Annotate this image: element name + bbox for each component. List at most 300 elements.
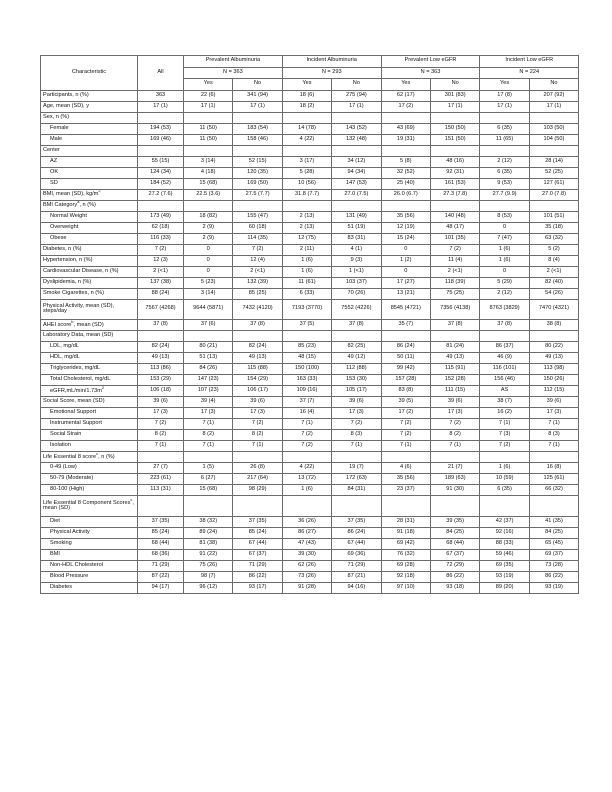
table-cell: 2 (13) <box>282 211 331 222</box>
table-cell: 12 (4) <box>233 255 282 266</box>
row-label <box>41 419 138 430</box>
table-cell: 113 (86) <box>138 364 184 375</box>
table-cell: 11 (4) <box>430 255 479 266</box>
table-cell: 6 (35) <box>480 167 529 178</box>
row-label-text: Blood Pressure <box>50 572 89 579</box>
table-cell: 103 (50) <box>529 123 578 134</box>
table-cell <box>430 452 479 463</box>
table-cell: 12 (3) <box>138 255 184 266</box>
table-cell <box>184 145 233 156</box>
table-cell: 86 (22) <box>529 571 578 582</box>
table-cell: 113 (98) <box>529 364 578 375</box>
row-label <box>41 342 138 353</box>
row-label-text: Isolation <box>50 442 71 449</box>
table-cell: 101 (35) <box>430 233 479 244</box>
table-cell <box>480 112 529 123</box>
table-row <box>41 101 579 112</box>
row-label-text: Participants, n (%) <box>43 91 89 98</box>
row-label-text: OK <box>50 168 59 175</box>
table-cell: 155 (47) <box>233 211 282 222</box>
header-all: All <box>138 56 184 91</box>
table-row <box>41 571 579 582</box>
table-cell <box>480 331 529 342</box>
row-label <box>41 441 138 452</box>
table-cell: 207 (92) <box>529 90 578 101</box>
table-cell: 9644 (5871) <box>184 299 233 320</box>
table-cell: 63 (32) <box>529 233 578 244</box>
table-cell <box>184 496 233 517</box>
table-cell: 17 (8) <box>480 90 529 101</box>
table-cell: 7552 (4226) <box>332 299 381 320</box>
table-cell: 6 (27) <box>184 474 233 485</box>
table-cell: 7193 (3770) <box>282 299 331 320</box>
table-cell <box>332 112 381 123</box>
table-row <box>41 441 579 452</box>
table-cell: 1 (<1) <box>332 266 381 277</box>
table-row <box>41 549 579 560</box>
table-cell: 169 (50) <box>233 178 282 189</box>
table-cell: 37 (8) <box>430 320 479 331</box>
table-cell: 37 (6) <box>184 320 233 331</box>
table-cell: 5 (8) <box>381 156 430 167</box>
table-row <box>41 474 579 485</box>
table-cell: 2 (<1) <box>430 266 479 277</box>
table-cell: 25 (40) <box>381 178 430 189</box>
table-cell: 7 (2) <box>138 419 184 430</box>
row-label-text: Female <box>50 124 69 131</box>
table-row <box>41 255 579 266</box>
table-cell: 39 (35) <box>430 516 479 527</box>
row-label-text: 80-100 (High) <box>50 486 85 493</box>
row-label <box>41 320 138 331</box>
row-label-text: 0-49 (Low) <box>50 464 77 471</box>
table-cell: 132 (39) <box>233 277 282 288</box>
table-cell: 132 (48) <box>332 134 381 145</box>
table-cell <box>233 112 282 123</box>
table-cell: 11 (50) <box>184 134 233 145</box>
table-cell <box>282 452 331 463</box>
header-yes: Yes <box>480 79 529 91</box>
row-label <box>41 485 138 496</box>
row-label <box>41 549 138 560</box>
table-cell: 68 (36) <box>138 549 184 560</box>
table-cell <box>480 200 529 211</box>
header-n-prevalent-albuminuria: N = 363 <box>184 67 283 79</box>
table-row <box>41 582 579 593</box>
table-cell: 8 (3) <box>332 430 381 441</box>
table-cell: 96 (12) <box>184 582 233 593</box>
row-label <box>41 222 138 233</box>
table-cell: 223 (61) <box>138 474 184 485</box>
table-cell: 65 (45) <box>529 538 578 549</box>
table-cell <box>381 331 430 342</box>
table-cell: 4 (22) <box>282 134 331 145</box>
table-cell: 147 (23) <box>184 375 233 386</box>
table-cell: 7432 (4120) <box>233 299 282 320</box>
table-cell: 341 (94) <box>233 90 282 101</box>
table-cell: 6 (33) <box>282 288 331 299</box>
table-cell: 17 (1) <box>138 101 184 112</box>
table-cell: 38 (32) <box>184 516 233 527</box>
table-cell: 41 (35) <box>529 516 578 527</box>
header-no: No <box>332 79 381 91</box>
table-cell: 109 (16) <box>282 386 331 397</box>
table-cell: 7 (1) <box>480 419 529 430</box>
row-label <box>41 430 138 441</box>
table-cell: 106 (18) <box>138 386 184 397</box>
table-cell: 8 (3) <box>529 430 578 441</box>
table-cell: 39 (6) <box>138 397 184 408</box>
row-label-text: AHEI score <box>43 321 72 328</box>
table-row <box>41 211 579 222</box>
table-cell: 85 (24) <box>233 527 282 538</box>
table-cell: 173 (49) <box>138 211 184 222</box>
table-cell: 116 (101) <box>480 364 529 375</box>
table-cell <box>480 496 529 517</box>
table-cell <box>381 200 430 211</box>
table-row <box>41 538 579 549</box>
table-cell: 7 (1) <box>138 441 184 452</box>
table-cell: 55 (15) <box>138 156 184 167</box>
table-cell: 93 (18) <box>430 582 479 593</box>
table-cell: 6 (35) <box>480 485 529 496</box>
table-cell: 7356 (4138) <box>430 299 479 320</box>
table-row <box>41 145 579 156</box>
table-cell: 82 (24) <box>138 342 184 353</box>
table-cell <box>233 145 282 156</box>
table-cell: 301 (83) <box>430 90 479 101</box>
table-cell: 62 (18) <box>138 222 184 233</box>
table-cell: 363 <box>138 90 184 101</box>
row-label-text: Physical Activity <box>50 528 90 535</box>
table-cell: 151 (50) <box>430 134 479 145</box>
table-cell <box>430 496 479 517</box>
table-cell: 91 (30) <box>430 485 479 496</box>
table-cell: 85 (25) <box>233 288 282 299</box>
table-cell: 68 (44) <box>430 538 479 549</box>
table-cell: 112 (88) <box>332 364 381 375</box>
table-cell: 92 (18) <box>381 571 430 582</box>
table-cell: 27.0 (7.8) <box>529 189 578 200</box>
table-cell: 91 (22) <box>184 549 233 560</box>
table-cell: 112 (15) <box>529 386 578 397</box>
table-cell: 62 (17) <box>381 90 430 101</box>
row-label-text: Center <box>43 146 60 153</box>
table-cell <box>430 112 479 123</box>
table-cell: 92 (31) <box>430 167 479 178</box>
table-cell: 7 (2) <box>430 244 479 255</box>
table-cell: 26.0 (6.7) <box>381 189 430 200</box>
table-cell: 71 (29) <box>138 560 184 571</box>
table-cell: 1 (6) <box>480 463 529 474</box>
row-label-text: Obese <box>50 234 67 241</box>
table-cell: 0 <box>381 266 430 277</box>
row-label-text: Laboratory Data, mean (SD) <box>43 332 114 339</box>
table-cell: 85 (23) <box>282 342 331 353</box>
table-cell: 104 (50) <box>529 134 578 145</box>
table-cell: 32 (52) <box>381 167 430 178</box>
table-cell: 7 (2) <box>233 244 282 255</box>
table-cell: 147 (53) <box>332 178 381 189</box>
row-label-text: Life Essential 8 score <box>43 453 97 460</box>
table-cell: 82 (25) <box>332 342 381 353</box>
row-label <box>41 156 138 167</box>
table-cell: 7470 (4321) <box>529 299 578 320</box>
row-label-text: SD <box>50 179 58 186</box>
table-cell: 89 (24) <box>184 527 233 538</box>
table-cell: 5 (28) <box>282 167 331 178</box>
table-cell: 127 (61) <box>529 178 578 189</box>
table-cell: 17 (2) <box>381 408 430 419</box>
table-cell: 2 (9) <box>184 222 233 233</box>
row-label-suffix: , n (%) <box>79 202 96 209</box>
table-cell: 84 (31) <box>332 485 381 496</box>
header-no: No <box>430 79 479 91</box>
table-cell: 7 (2) <box>282 430 331 441</box>
row-label <box>41 101 138 112</box>
table-cell: 275 (94) <box>332 90 381 101</box>
table-cell: 118 (39) <box>430 277 479 288</box>
table-cell: 17 (1) <box>480 101 529 112</box>
table-cell: 27.3 (7.8) <box>430 189 479 200</box>
table-cell: 169 (46) <box>138 134 184 145</box>
row-label <box>41 496 138 517</box>
table-row <box>41 430 579 441</box>
table-cell <box>282 200 331 211</box>
row-label-text: eGFR,mL/min/1.73m <box>50 387 102 394</box>
table-cell: 106 (17) <box>233 386 282 397</box>
row-label <box>41 167 138 178</box>
table-cell: 49 (13) <box>430 353 479 364</box>
table-cell: 88 (24) <box>138 288 184 299</box>
table-cell: 86 (27) <box>282 527 331 538</box>
table-cell: 1 (2) <box>381 255 430 266</box>
table-cell: 7 (1) <box>233 441 282 452</box>
table-cell: 23 (37) <box>381 485 430 496</box>
header-yes: Yes <box>184 79 233 91</box>
table-cell: 59 (46) <box>480 549 529 560</box>
row-label <box>41 527 138 538</box>
row-label <box>41 123 138 134</box>
table-cell: 37 (8) <box>480 320 529 331</box>
table-cell: 52 (15) <box>233 156 282 167</box>
table-cell: 48 (15) <box>282 353 331 364</box>
table-cell: 93 (19) <box>480 571 529 582</box>
table-cell: 194 (53) <box>138 123 184 134</box>
table-cell: 19 (7) <box>332 463 381 474</box>
table-cell: 38 (7) <box>480 397 529 408</box>
table-cell: 116 (33) <box>138 233 184 244</box>
row-label-text: BMI Category <box>43 202 78 209</box>
header-no: No <box>529 79 578 91</box>
table-cell: 85 (24) <box>138 527 184 538</box>
table-cell: 114 (35) <box>233 233 282 244</box>
table-cell <box>233 331 282 342</box>
table-cell: 6 (35) <box>480 123 529 134</box>
table-row <box>41 353 579 364</box>
table-row <box>41 342 579 353</box>
table-cell: 7 (1) <box>381 441 430 452</box>
row-label-text: Social Strain <box>50 431 82 438</box>
table-cell <box>529 452 578 463</box>
table-cell: 7 (1) <box>529 419 578 430</box>
table-row <box>41 331 579 342</box>
table-cell: 67 (44) <box>332 538 381 549</box>
table-cell: 67 (37) <box>233 549 282 560</box>
table-cell: 39 (6) <box>430 397 479 408</box>
row-label-text: Cardiovascular Disease, n (%) <box>43 267 119 274</box>
header-n-prevalent-low-egfr: N = 363 <box>381 67 480 79</box>
header-group-prevalent-albuminuria: Prevalent Albuminuria <box>184 56 283 68</box>
table-cell <box>138 200 184 211</box>
row-label <box>41 178 138 189</box>
table-cell: 75 (25) <box>430 288 479 299</box>
row-label <box>41 244 138 255</box>
row-label <box>41 571 138 582</box>
table-cell: 37 (8) <box>233 320 282 331</box>
table-cell <box>381 145 430 156</box>
row-label-text: Smoking <box>50 539 72 546</box>
table-cell: 124 (34) <box>138 167 184 178</box>
table-cell: 11 (61) <box>282 277 331 288</box>
row-label <box>41 397 138 408</box>
table-cell: 17 (1) <box>529 101 578 112</box>
table-cell: 103 (37) <box>332 277 381 288</box>
row-label <box>41 353 138 364</box>
table-cell: 9 (53) <box>480 178 529 189</box>
table-cell: 60 (18) <box>233 222 282 233</box>
table-row <box>41 277 579 288</box>
table-cell: 154 (29) <box>233 375 282 386</box>
table-cell: 2 (12) <box>480 288 529 299</box>
table-cell: 34 (12) <box>332 156 381 167</box>
row-label-text: Emotional Support <box>50 409 97 416</box>
table-cell: 12 (19) <box>381 222 430 233</box>
table-cell <box>282 496 331 517</box>
table-cell: 87 (21) <box>332 571 381 582</box>
table-cell <box>480 452 529 463</box>
table-cell: 120 (35) <box>233 167 282 178</box>
table-cell: 7 (2) <box>332 419 381 430</box>
table-cell: 69 (42) <box>381 538 430 549</box>
header-yes: Yes <box>282 79 331 91</box>
table-cell: 10 (59) <box>480 474 529 485</box>
table-cell: 49 (13) <box>233 353 282 364</box>
table-cell: 52 (25) <box>529 167 578 178</box>
table-cell: 83 (31) <box>332 233 381 244</box>
table-cell: 27.2 (7.6) <box>138 189 184 200</box>
table-cell: 38 (8) <box>529 320 578 331</box>
table-cell: 7 (2) <box>381 419 430 430</box>
table-cell: 3 (17) <box>282 156 331 167</box>
table-cell: 89 (20) <box>480 582 529 593</box>
table-cell: 39 (6) <box>332 397 381 408</box>
row-label <box>41 516 138 527</box>
table-row <box>41 452 579 463</box>
table-cell: 28 (14) <box>529 156 578 167</box>
table-cell <box>138 452 184 463</box>
table-cell: 72 (29) <box>430 560 479 571</box>
table-cell: 11 (65) <box>480 134 529 145</box>
table-cell: AS <box>480 386 529 397</box>
table-cell: 8 (2) <box>430 430 479 441</box>
table-cell: 2 (9) <box>184 233 233 244</box>
table-cell: 7567 (4268) <box>138 299 184 320</box>
table-cell: 71 (29) <box>233 560 282 571</box>
table-cell: 50 (11) <box>381 353 430 364</box>
table-cell: 153 (30) <box>332 375 381 386</box>
row-label <box>41 386 138 397</box>
table-cell: 17 (3) <box>184 408 233 419</box>
table-cell: 152 (28) <box>430 375 479 386</box>
table-cell: 2 (11) <box>282 244 331 255</box>
row-label-text: Diet <box>50 517 60 524</box>
row-label <box>41 408 138 419</box>
table-cell: 76 (32) <box>381 549 430 560</box>
table-cell: 68 (44) <box>138 538 184 549</box>
table-cell: 3 (14) <box>184 288 233 299</box>
table-cell: 31.8 (7.7) <box>282 189 331 200</box>
table-cell: 51 (19) <box>332 222 381 233</box>
table-row <box>41 485 579 496</box>
table-cell: 49 (13) <box>138 353 184 364</box>
table-cell: 91 (28) <box>282 582 331 593</box>
footnote-marker: a <box>77 200 80 205</box>
table-cell: 7 (1) <box>184 441 233 452</box>
header-no: No <box>233 79 282 91</box>
table-row <box>41 419 579 430</box>
table-cell: 94 (16) <box>332 582 381 593</box>
table-cell: 39 (5) <box>381 397 430 408</box>
table-cell: 98 (29) <box>233 485 282 496</box>
row-label <box>41 145 138 156</box>
table-cell: 42 (37) <box>480 516 529 527</box>
table-cell: 27.0 (7.5) <box>332 189 381 200</box>
table-cell: 7 (2) <box>480 441 529 452</box>
table-cell: 7 (2) <box>430 419 479 430</box>
table-cell: 80 (21) <box>184 342 233 353</box>
table-row <box>41 156 579 167</box>
row-label-text: BMI <box>50 550 60 557</box>
table-cell: 15 (68) <box>184 178 233 189</box>
table-cell <box>529 112 578 123</box>
table-cell: 93 (19) <box>529 582 578 593</box>
row-label <box>41 211 138 222</box>
row-label-text: HDL, mg/dL <box>50 354 80 361</box>
table-cell <box>233 452 282 463</box>
table-cell: 54 (26) <box>529 288 578 299</box>
table-cell: 1 (6) <box>282 485 331 496</box>
row-label <box>41 288 138 299</box>
table-cell: 51 (13) <box>184 353 233 364</box>
table-cell: 7 (2) <box>381 430 430 441</box>
row-label <box>41 90 138 101</box>
table-row <box>41 364 579 375</box>
footnote-marker: b <box>71 319 74 324</box>
table-cell <box>430 145 479 156</box>
table-cell: 9 (3) <box>332 255 381 266</box>
row-label <box>41 364 138 375</box>
table-cell: 125 (61) <box>529 474 578 485</box>
table-cell: 4 (6) <box>381 463 430 474</box>
table-cell: 10 (56) <box>282 178 331 189</box>
table-cell: 75 (26) <box>184 560 233 571</box>
table-cell: 17 (2) <box>381 101 430 112</box>
table-cell: 36 (26) <box>282 516 331 527</box>
table-cell: 7 (1) <box>430 441 479 452</box>
row-label-text: AZ <box>50 157 58 164</box>
table-cell <box>138 331 184 342</box>
